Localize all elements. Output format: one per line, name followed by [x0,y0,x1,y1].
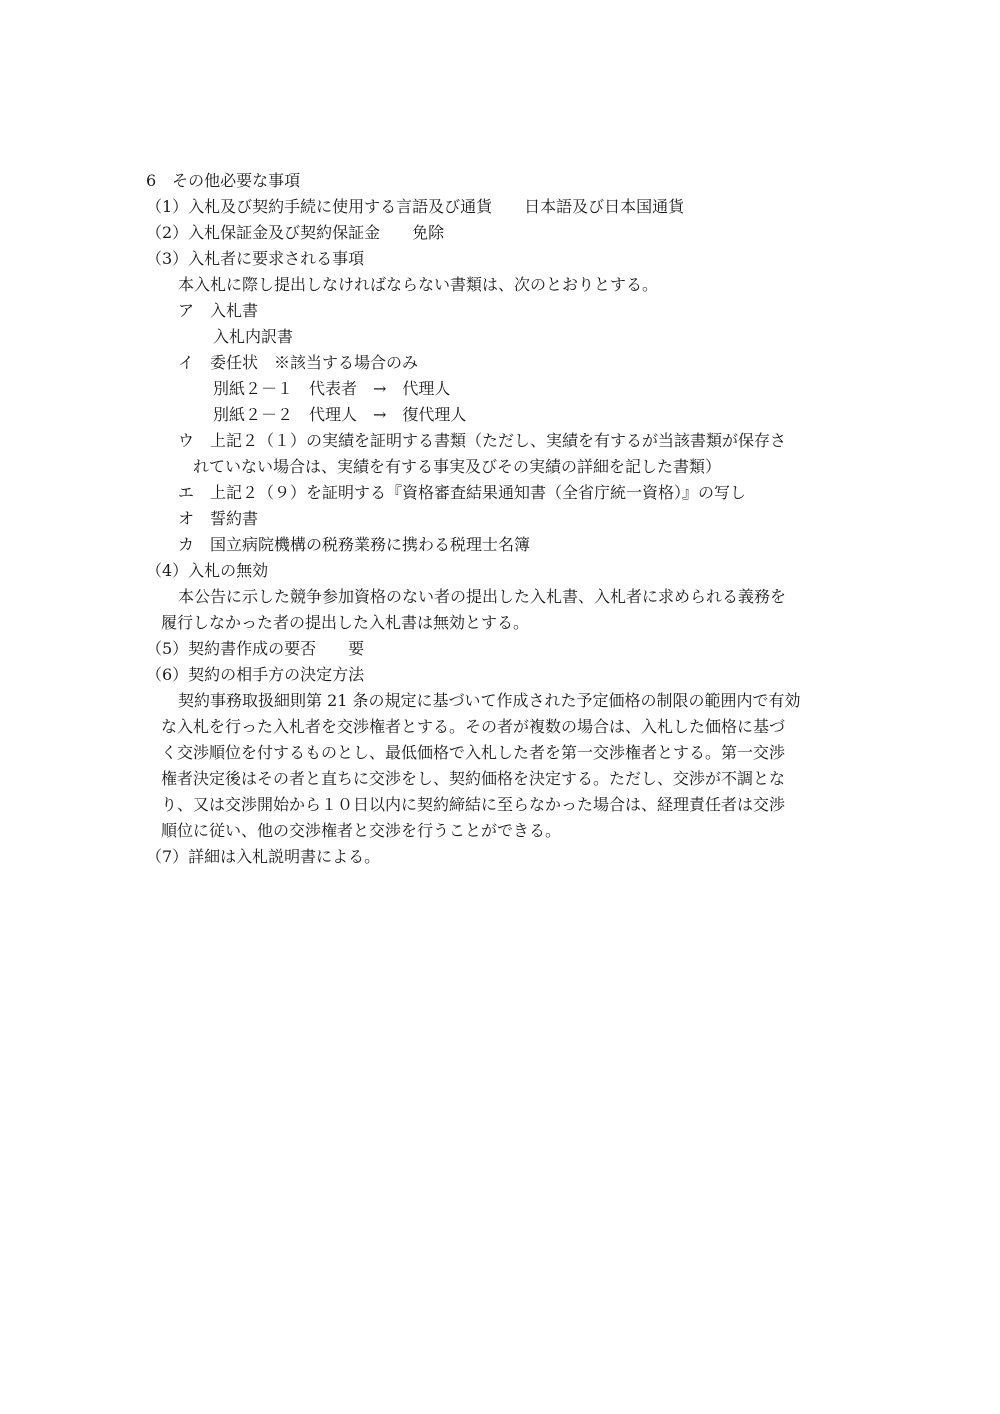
item-6-body-2: な入札を行った入札者を交渉権者とする。その者が複数の場合は、入札した価格に基づ [161,717,786,736]
item-6-body-3: く交渉順位を付するものとし、最低価格で入札した者を第一交渉権者とする。第一交渉 [161,743,786,762]
item-7: （7）詳細は入札説明書による。 [146,847,381,866]
item-1-language-currency: （1）入札及び契約手続に使用する言語及び通貨 日本語及び日本国通貨 [146,197,685,216]
item-3-a-sub: 入札内訳書 [213,327,294,346]
item-3-u: ウ 上記２（１）の実績を証明する書類（ただし、実績を有するが当該書類が保存さ [178,431,787,450]
item-5: （5）契約書作成の要否 要 [146,639,365,658]
item-6-heading: （6）契約の相手方の決定方法 [146,665,365,684]
item-6-body-6: 順位に従い、他の交渉権者と交渉を行うことができる。 [161,821,562,840]
item-2-deposit: （2）入札保証金及び契約保証金 免除 [146,223,445,242]
item-6-body-4: 権者決定後はその者と直ちに交渉をし、契約価格を決定する。ただし、交渉が不調とな [161,769,786,788]
item-6-body-5: り、又は交渉開始から１０日以内に契約締結に至らなかった場合は、経理責任者は交渉 [161,795,786,814]
item-3-e: エ 上記２（９）を証明する『資格審査結果通知書（全省庁統一資格）』の写し [178,483,747,502]
item-6-body-1: 契約事務取扱細則第 21 条の規定に基づいて作成された予定価格の制限の範囲内で有効 [178,691,801,710]
item-3-o: オ 誓約書 [178,509,259,528]
item-3-i-sub2: 別紙２－２ 代理人 → 復代理人 [213,405,467,424]
item-4-heading: （4）入札の無効 [146,561,269,580]
item-3-ka: カ 国立病院機構の税務業務に携わる税理士名簿 [178,535,531,554]
item-3-intro: 本入札に際し提出しなければならない書類は、次のとおりとする。 [178,275,659,294]
item-3-i-sub1: 別紙２－１ 代表者 → 代理人 [213,379,451,398]
item-3-u-cont: れていない場合は、実績を有する事実及びその実績の詳細を記した書類） [193,457,722,476]
item-4-body-2: 履行しなかった者の提出した入札書は無効とする。 [161,613,530,632]
item-3-a: ア 入札書 [178,301,259,320]
item-3-heading: （3）入札者に要求される事項 [146,249,365,268]
section-heading: 6 その他必要な事項 [146,171,301,190]
item-3-i: イ 委任状 ※該当する場合のみ [178,353,419,372]
item-4-body-1: 本公告に示した競争参加資格のない者の提出した入札書、入札者に求められる義務を [178,587,787,606]
